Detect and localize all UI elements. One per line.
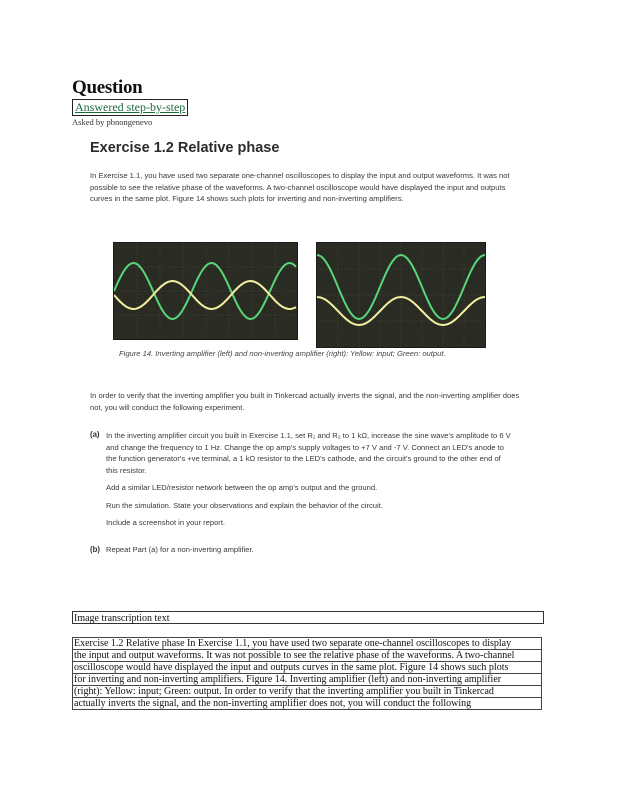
part-a-line-3: Run the simulation. State your observations and explain the behavior of the circuit.: [106, 501, 383, 510]
exercise-intro: In Exercise 1.1, you have used two separate one-channel oscilloscopes to display the input and output waveforms. It was not possible to see the relative phase of the waveforms. A two-channel oscilloscope would have displayed the input and outputs curves in the same plot. Figure 14 shows such plots for inverting and non-inverting amplifiers.: [90, 171, 510, 203]
transcription-line: the input and output waveforms. It was not possible to see the relative phase of the waveforms. A two-channel: [72, 649, 542, 662]
part-a-label: (a): [90, 430, 100, 439]
part-a-text: In the inverting amplifier circuit you built in Exercise 1.1, set R₁ and R₂ to 1 kΩ, increase the sine wave's amplitude to 6 V and change the frequency to 1 Hz. Change the op amp's supply voltages to +7 V and -7 V. Connect an LED's anode to the function generator's +ve terminal, a 1 kΩ resistor to the LED's cathode, and the circuit's ground to the other end of this resistor.: [106, 431, 511, 475]
part-b-text: Repeat Part (a) for a non-inverting amplifier.: [106, 545, 254, 554]
part-a-line-4: Include a screenshot in your report.: [106, 518, 226, 527]
paragraph-experiment: In order to verify that the inverting amplifier you built in Tinkercad actually inverts the signal, and the non-inverting amplifier does not, you will conduct the following experiment.: [90, 391, 520, 412]
answered-badge-link[interactable]: Answered step-by-step: [72, 99, 188, 116]
oscilloscope-image-non-inverting: [316, 242, 486, 348]
page-title: Question: [72, 77, 143, 98]
input-wave-inverting: [114, 281, 296, 309]
transcription-heading: Image transcription text: [72, 611, 544, 624]
transcription-line: Exercise 1.2 Relative phase In Exercise 1.1, you have used two separate one-channel oscilloscopes to display: [72, 637, 542, 650]
transcription-text: [72, 638, 542, 710]
exercise-title: Exercise 1.2 Relative phase: [90, 140, 280, 156]
transcription-line: oscilloscope would have displayed the input and outputs curves in the same plot. Figure 14 shows such plots: [72, 661, 542, 674]
transcription-line: for inverting and non-inverting amplifiers. Figure 14. Inverting amplifier (left) and non-inverting amplifier: [72, 673, 542, 686]
part-a-line-2: Add a similar LED/resistor network between the op amp's output and the ground.: [106, 483, 378, 492]
transcription-line: (right): Yellow: input; Green: output. In order to verify that the inverting amplifier you built in Tinkercad: [72, 685, 542, 698]
part-b-label: (b): [90, 545, 100, 554]
transcription-line: actually inverts the signal, and the non-inverting amplifier does not, you will conduct the following: [72, 697, 542, 710]
asked-by-text: Asked by pbnongenevo: [72, 117, 153, 127]
figure-caption: Figure 14. Inverting amplifier (left) and non-inverting amplifier (right): Yellow: input; Green: output.: [119, 349, 446, 358]
oscilloscope-image-inverting: [113, 242, 298, 340]
